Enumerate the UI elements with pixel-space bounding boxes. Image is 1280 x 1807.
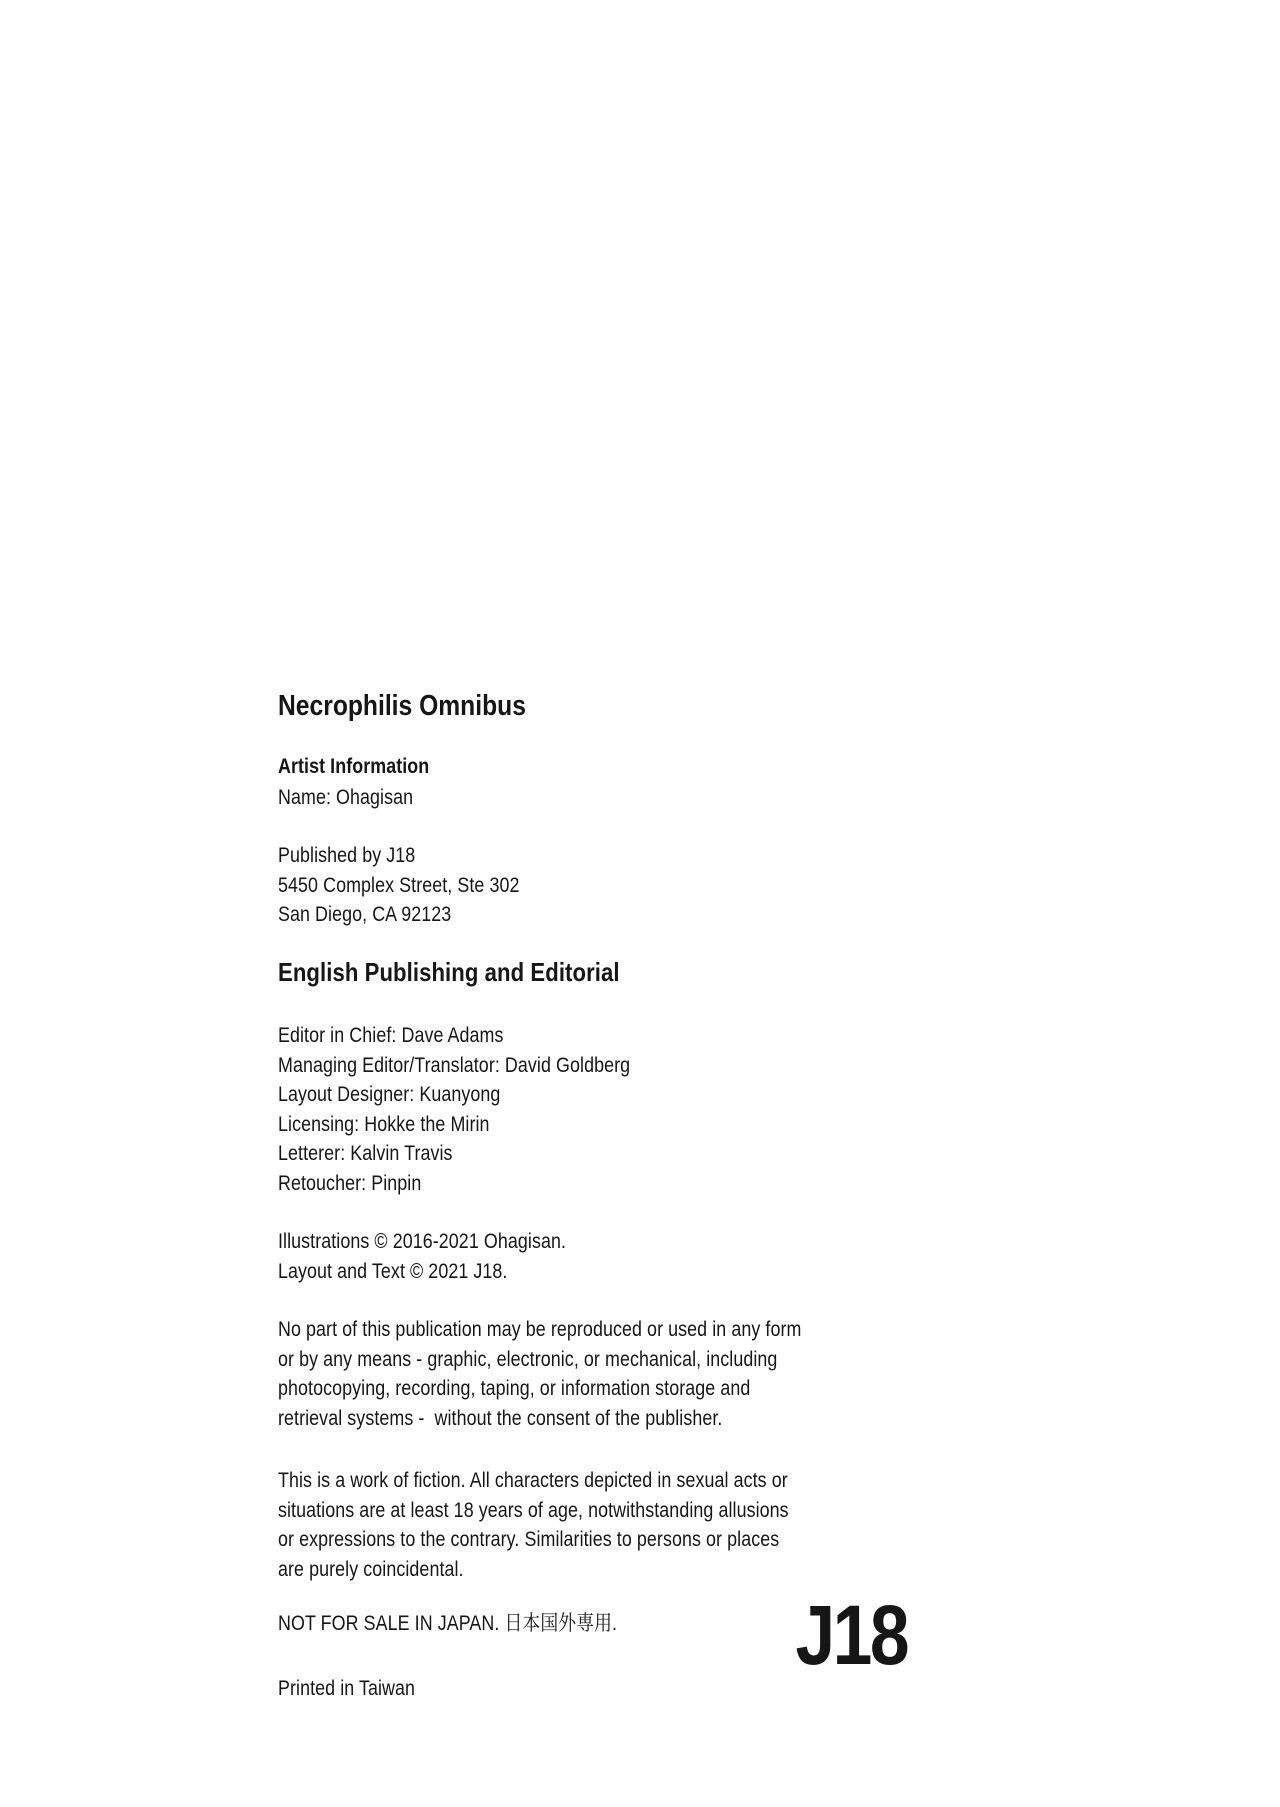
book-title: Necrophilis Omnibus bbox=[278, 690, 526, 722]
not-for-sale-notice: NOT FOR SALE IN JAPAN. 日本国外専用. bbox=[278, 1612, 618, 1635]
legal-text-line: or by any means - graphic, electronic, or mechanical, including bbox=[278, 1347, 778, 1371]
legal-text-line: photocopying, recording, taping, or information storage and bbox=[278, 1377, 751, 1400]
artist-info-heading: Artist Information bbox=[278, 755, 430, 778]
colophon-content bbox=[278, 0, 924, 1807]
credit-line-licensing: Licensing: Hokke the Mirin bbox=[278, 1112, 490, 1136]
legal-paragraph bbox=[278, 1315, 801, 1433]
legal-text-line: No part of this publication may be reproduced or used in any form bbox=[278, 1318, 802, 1341]
artist-info-section bbox=[278, 752, 429, 782]
printed-in-line: Printed in Taiwan bbox=[278, 1677, 416, 1700]
copyright-layout-line: Layout and Text © 2021 J18. bbox=[278, 1259, 508, 1283]
credit-line-retoucher: Retoucher: Pinpin bbox=[278, 1171, 422, 1195]
fiction-disclaimer-line: situations are at least 18 years of age, notwithstanding allusions bbox=[278, 1498, 789, 1522]
publisher-street-line: 5450 Complex Street, Ste 302 bbox=[278, 873, 520, 897]
credit-line-managing-editor: Managing Editor/Translator: David Goldberg bbox=[278, 1053, 631, 1077]
fiction-disclaimer-line: This is a work of fiction. All characters depicted in sexual acts or bbox=[278, 1469, 788, 1492]
publisher-line: Published by J18 bbox=[278, 844, 416, 867]
fiction-disclaimer-line: or expressions to the contrary. Similarities to persons or places bbox=[278, 1528, 780, 1551]
j18-publisher-logo: J18 bbox=[795, 1588, 907, 1682]
credit-line-layout-designer: Layout Designer: Kuanyong bbox=[278, 1083, 501, 1106]
copyright-illustrations-line: Illustrations © 2016-2021 Ohagisan. bbox=[278, 1230, 567, 1253]
credit-line-editor-in-chief: Editor in Chief: Dave Adams bbox=[278, 1024, 504, 1047]
publisher-city-line: San Diego, CA 92123 bbox=[278, 903, 452, 926]
artist-name-line: Name: Ohagisan bbox=[278, 786, 414, 809]
credit-line-letterer: Letterer: Kalvin Travis bbox=[278, 1142, 453, 1165]
publisher-address-block bbox=[278, 841, 520, 930]
editorial-credits-block bbox=[278, 1021, 630, 1198]
editorial-heading: English Publishing and Editorial bbox=[278, 957, 620, 987]
copyright-block bbox=[278, 1227, 566, 1286]
printed-in-block bbox=[278, 1674, 415, 1704]
fiction-disclaimer-line: are purely coincidental. bbox=[278, 1557, 464, 1581]
fiction-disclaimer-paragraph bbox=[278, 1466, 789, 1584]
legal-text-line: retrieval systems - without the consent of the publisher. bbox=[278, 1406, 723, 1430]
artist-name-block bbox=[278, 783, 413, 813]
